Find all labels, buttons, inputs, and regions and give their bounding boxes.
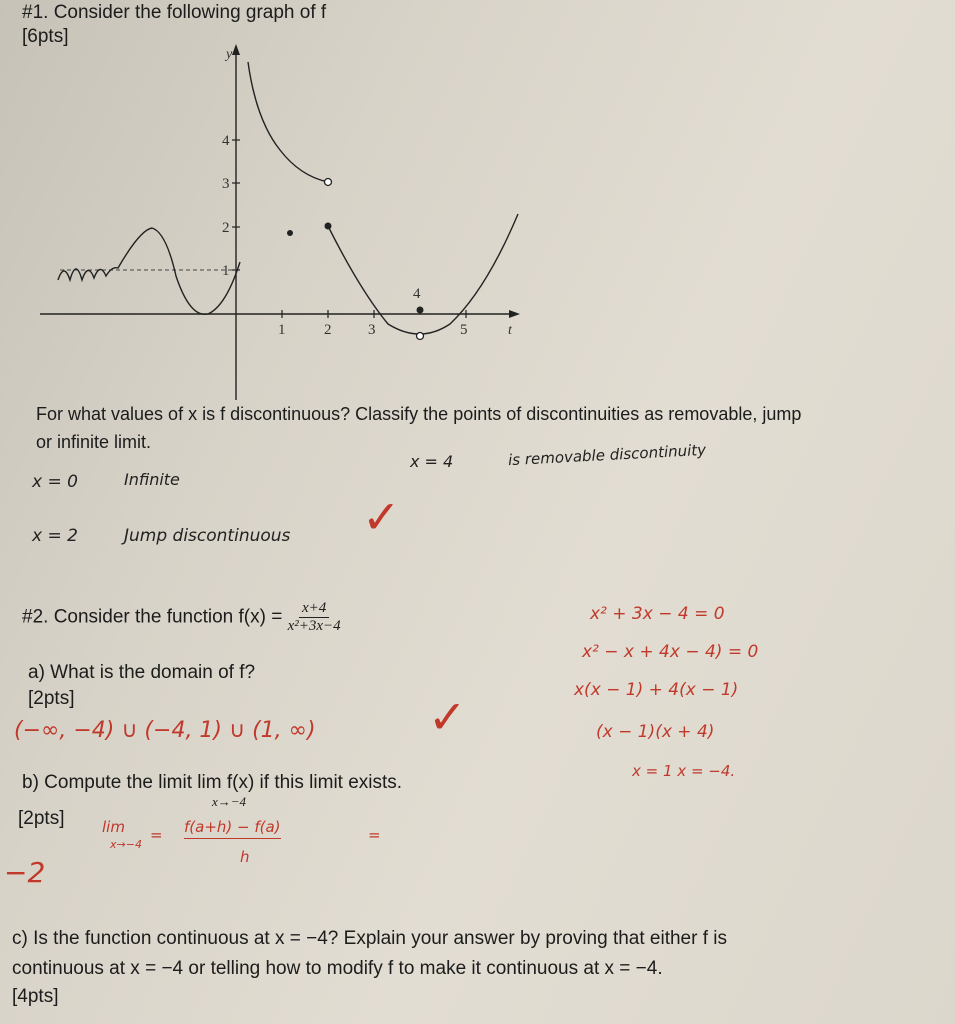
q2-b-work-den: h	[240, 848, 250, 866]
q2-b-work-lim: lim	[102, 818, 125, 836]
q2-title: #2. Consider the function f(x) = $\frac{x+4}{\text{x²+3x−4}}$	[22, 600, 341, 634]
x-tick-1: 1	[278, 322, 286, 338]
x-tick-2: 2	[324, 322, 332, 338]
q2-b-work-num: f(a+h) − f(a)	[184, 818, 281, 839]
q2-b-work-eq2: =	[368, 826, 381, 844]
q1-answer-jump: Jump discontinuous	[124, 526, 291, 546]
q1-checkmark: ✓	[362, 491, 401, 543]
q1-answer-infinite: Infinite	[124, 470, 180, 489]
x-axis-arrow	[509, 310, 520, 318]
q2-part-b-points: [2pts]	[18, 808, 65, 829]
q2-grade-mark: −2	[4, 856, 46, 889]
open-point-2-3	[325, 179, 332, 186]
q2-part-c-line1: c) Is the function continuous at x = −4? Explain your answer by proving that either f is	[12, 928, 728, 949]
q1-answer-removable: is removable discontinuity	[507, 440, 707, 470]
q2-function-fraction: $\frac{x+4}{\text{x²+3x−4}}$	[287, 600, 341, 634]
q2-work-line5: x = 1 x = −4.	[632, 762, 736, 780]
q2-checkmark: ✓	[428, 691, 467, 743]
q2-part-b-sub: x→−4	[212, 794, 247, 809]
curve-infinite-branch	[248, 62, 328, 182]
q2-part-a: a) What is the domain of f?	[28, 662, 256, 683]
q1-answer-x2: x = 2	[32, 526, 78, 546]
q2-work-line1: x² + 3x − 4 = 0	[590, 604, 725, 624]
x-axis-label: t	[508, 323, 512, 338]
x-tick-5: 5	[460, 322, 468, 338]
x-tick-3: 3	[368, 322, 376, 338]
q2-work-line4: (x − 1)(x + 4)	[596, 722, 715, 742]
q2-part-c-line2: continuous at x = −4 or telling how to modify f to make it continuous at x = −4.	[12, 958, 663, 979]
y-tick-4: 4	[222, 133, 230, 149]
q2-part-b: b) Compute the limit lim f(x) if this limit exists.	[22, 772, 403, 793]
q2-part-c-points: [4pts]	[12, 986, 59, 1007]
curve-left-branch	[58, 228, 240, 314]
q2-domain-answer: (−∞, −4) ∪ (−4, 1) ∪ (1, ∞)	[14, 718, 316, 743]
open-point-4	[417, 333, 424, 340]
point-label-4: 4	[413, 286, 421, 302]
q2-b-work-sub: x→−4	[110, 838, 142, 851]
y-tick-2: 2	[222, 220, 230, 236]
function-graph	[0, 0, 955, 410]
q1-title: #1. Consider the following graph of f	[22, 2, 327, 23]
y-tick-3: 3	[222, 176, 230, 192]
y-tick-1: 1	[222, 263, 230, 279]
curve-parabola	[328, 214, 518, 334]
q2-part-a-points: [2pts]	[28, 688, 75, 709]
q1-answer-x4: x = 4	[410, 452, 454, 471]
filled-point-isolated	[287, 230, 293, 236]
q2-work-line3: x(x − 1) + 4(x − 1)	[574, 680, 739, 700]
q2-b-work-eq: =	[150, 826, 163, 844]
q1-question-line1: For what values of x is f discontinuous? Classify the points of discontinuities as removable, jump	[36, 404, 802, 424]
y-axis-arrow	[232, 44, 240, 55]
q2-work-line2: x² − x + 4x − 4) = 0	[582, 642, 759, 662]
q1-answer-x0: x = 0	[32, 472, 78, 492]
q1-question-line2: or infinite limit.	[36, 432, 152, 452]
y-axis-label: y	[226, 47, 233, 62]
filled-point-4	[417, 307, 424, 314]
q1-points: [6pts]	[22, 26, 69, 47]
